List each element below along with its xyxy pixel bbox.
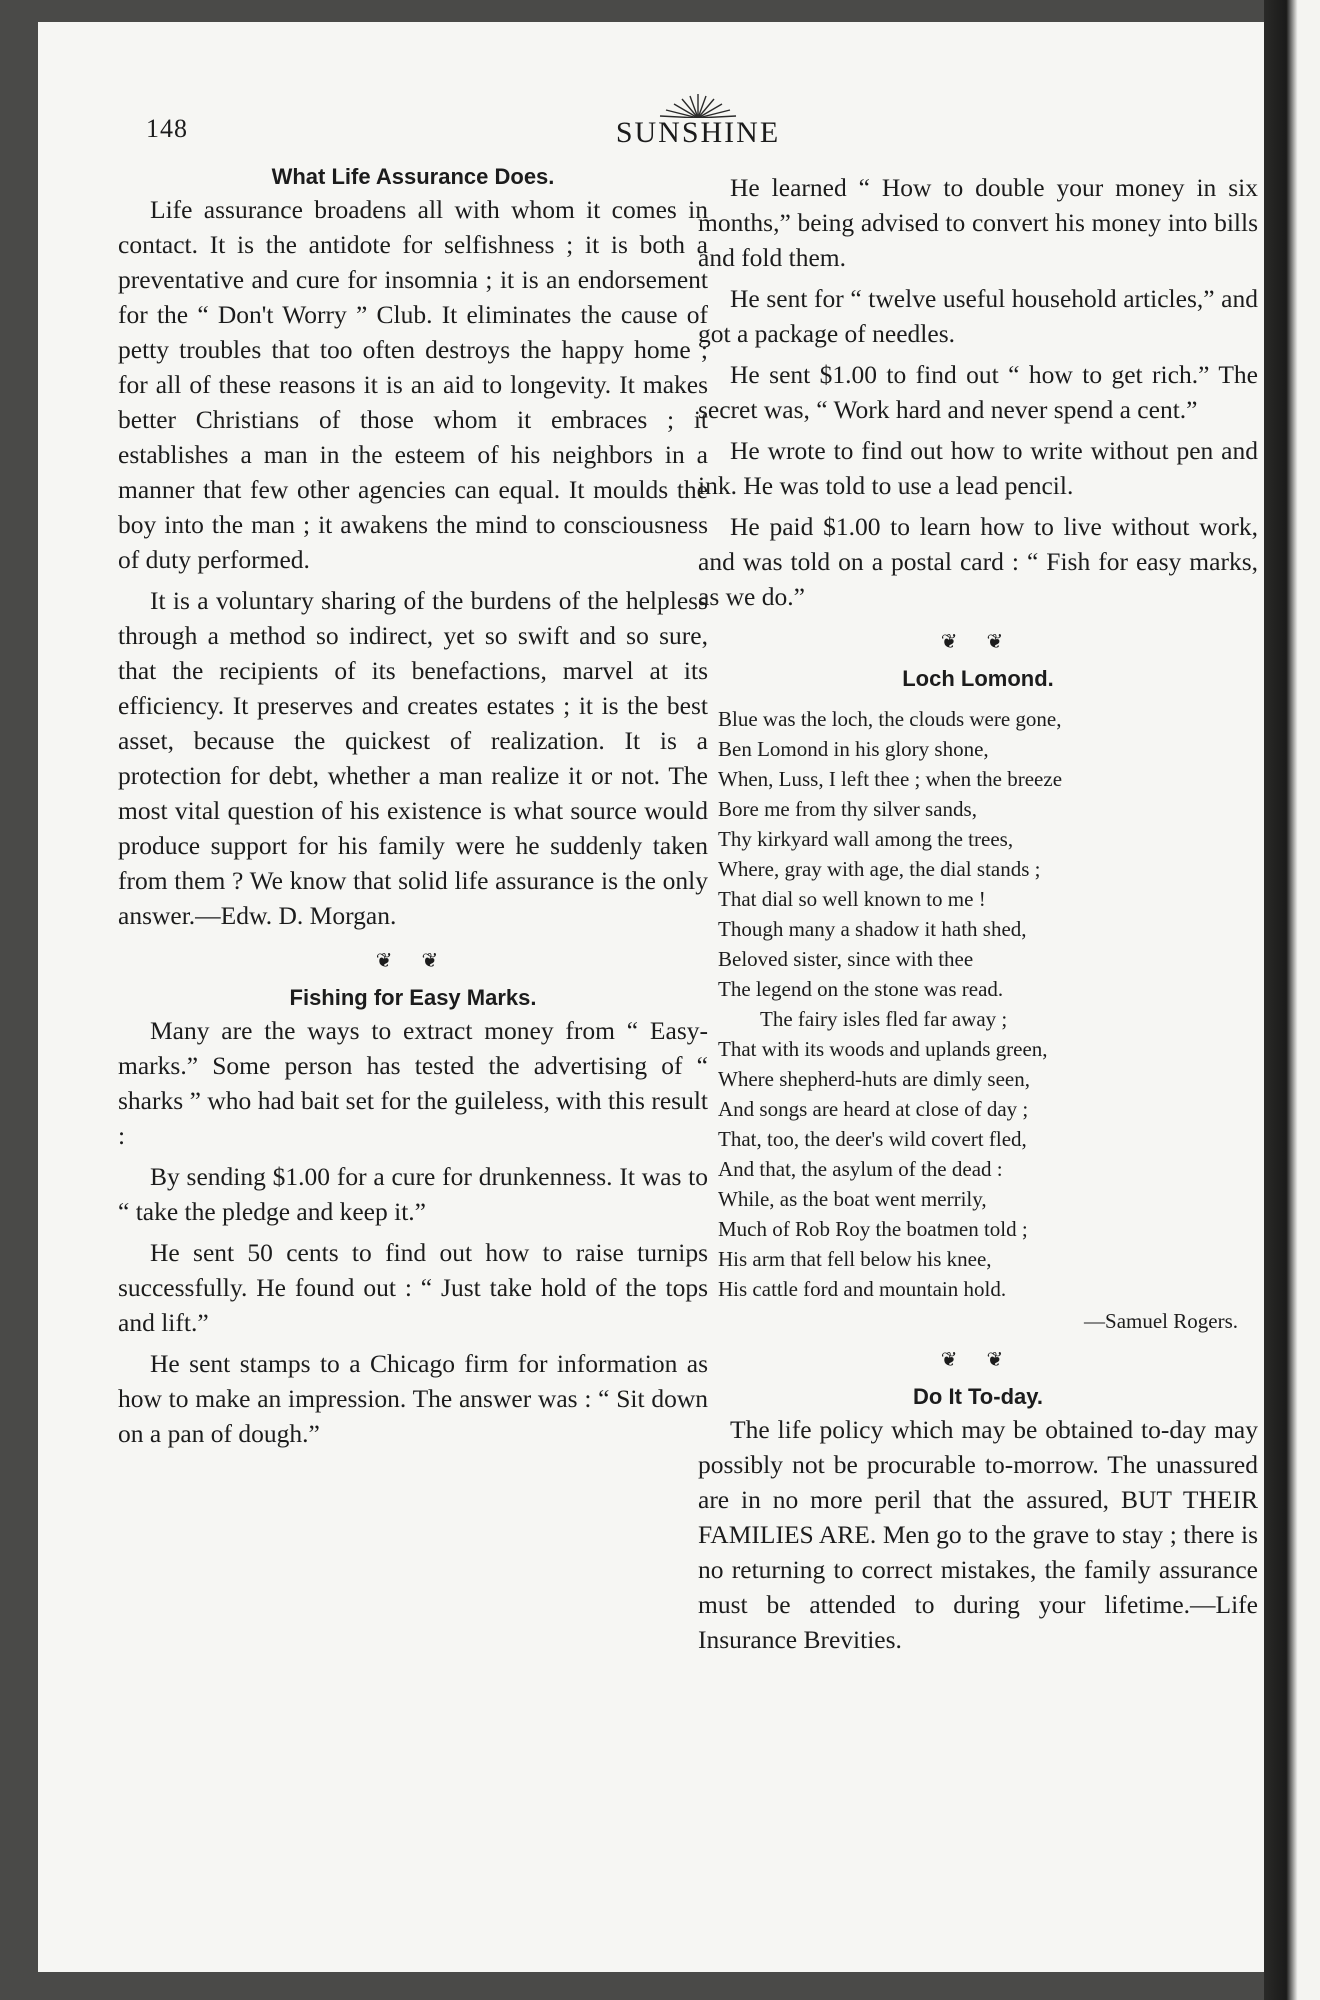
poem-line: And that, the asylum of the dead : bbox=[718, 1157, 1003, 1181]
poem-line: Thy kirkyard wall among the trees, bbox=[718, 827, 1014, 851]
poem-line: That with its woods and uplands green, bbox=[718, 1037, 1048, 1061]
article-title-easy-marks: Fishing for Easy Marks. bbox=[289, 985, 537, 1010]
article-paragraph: It is a voluntary sharing of the burdens of the helpless through a method so indirect, yet so swift and so sure, that the recipients of its benefactions, marvel at its efficiency. It preserves and creates estates ; it is the best asset, because the quickest of realization. It is a protection for debt, whether a man realize it or not. The most vital question of his existence is what source would produce support for his family were he suddenly taken from them ? We know that solid life assurance is the only answer.—Edw. D. Morgan. bbox=[118, 586, 708, 930]
poem-line: The legend on the stone was read. bbox=[718, 977, 1004, 1001]
ornament-divider: ❦ ❦ bbox=[940, 631, 1016, 653]
article-paragraph: He sent for “ twelve useful household articles,” and got a package of needles. bbox=[698, 284, 1258, 348]
poem-line: Beloved sister, since with thee bbox=[718, 947, 974, 971]
page-binding-edge bbox=[1264, 0, 1320, 2000]
poem-line: Ben Lomond in his glory shone, bbox=[718, 737, 989, 761]
poem-line: Bore me from thy silver sands, bbox=[718, 797, 977, 821]
article-paragraph: He paid $1.00 to learn how to live without work, and was told on a postal card : “ Fish for easy marks, as we do.” bbox=[698, 512, 1258, 611]
article-paragraph: By sending $1.00 for a cure for drunkenness. It was to “ take the pledge and keep it.” bbox=[118, 1162, 708, 1226]
poem-title: Loch Lomond. bbox=[902, 666, 1054, 691]
poem-line: Though many a shadow it hath shed, bbox=[718, 917, 1027, 941]
right-column bbox=[698, 170, 1258, 1663]
article-paragraph: He wrote to find out how to write without pen and ink. He was told to use a lead pencil. bbox=[698, 436, 1258, 500]
poem-lines bbox=[718, 704, 1258, 1304]
ornament-divider: ❦ ❦ bbox=[940, 1349, 1016, 1371]
page-header bbox=[38, 92, 1264, 162]
poem-line: When, Luss, I left thee ; when the breeze bbox=[718, 767, 1063, 791]
article-paragraph: Many are the ways to extract money from “ Easy-marks.” Some person has tested the advertising of “ sharks ” who had bait set for the guileless, with this result : bbox=[118, 1016, 708, 1150]
article-paragraph: The life policy which may be obtained to-day may possibly not be procurable to-morrow. The unassured are in no more peril that the assured, BUT THEIR FAMILIES ARE. Men go to the grave to stay ; there is no returning to correct mistakes, the family assurance must be attended to during your lifetime.—Life Insurance Brevities. bbox=[698, 1415, 1258, 1654]
left-column bbox=[118, 162, 708, 1457]
poem-line: While, as the boat went merrily, bbox=[718, 1187, 987, 1211]
poem-line: That dial so well known to me ! bbox=[718, 887, 986, 911]
masthead-title: SUNSHINE bbox=[615, 116, 781, 149]
page-number: 148 bbox=[146, 114, 188, 143]
magazine-page bbox=[38, 22, 1264, 1972]
masthead bbox=[598, 92, 798, 156]
article-paragraph: He sent 50 cents to find out how to raise turnips successfully. He found out : “ Just take hold of the tops and lift.” bbox=[118, 1238, 708, 1337]
article-paragraph: Life assurance broadens all with whom it comes in contact. It is the antidote for selfishness ; it is both a preventative and cure for insomnia ; it is an endorsement for the “ Don't Worry ” Club. It eliminates the cause of petty troubles that too often destroys the happy home ; for all of these reasons it is an aid to longevity. It makes better Christians of those whom it embraces ; it establishes a man in the esteem of his neighbors in a manner that few other agencies can equal. It moulds the boy into the man ; it awakens the mind to consciousness of duty performed. bbox=[118, 195, 708, 574]
ornament-divider: ❦ ❦ bbox=[375, 950, 451, 972]
poem-line: His cattle ford and mountain hold. bbox=[718, 1277, 1007, 1301]
article-title-life-assurance: What Life Assurance Does. bbox=[271, 164, 555, 189]
sunburst-icon bbox=[654, 92, 742, 118]
poem-line: Where, gray with age, the dial stands ; bbox=[718, 857, 1041, 881]
article-paragraph: He learned “ How to double your money in six months,” being advised to convert his money into bills and fold them. bbox=[698, 173, 1258, 272]
article-paragraph: He sent stamps to a Chicago firm for information as how to make an impression. The answer was : “ Sit down on a pan of dough.” bbox=[118, 1349, 708, 1448]
poem-line: The fairy isles fled far away ; bbox=[760, 1007, 1008, 1031]
poem-attribution: —Samuel Rogers. bbox=[1084, 1309, 1238, 1333]
poem-line: Where shepherd-huts are dimly seen, bbox=[718, 1067, 1030, 1091]
poem-line: Much of Rob Roy the boatmen told ; bbox=[718, 1217, 1028, 1241]
article-title-do-it-today: Do It To-day. bbox=[913, 1384, 1043, 1409]
poem-line: And songs are heard at close of day ; bbox=[718, 1097, 1029, 1121]
poem-line: His arm that fell below his knee, bbox=[718, 1247, 992, 1271]
article-paragraph: He sent $1.00 to find out “ how to get rich.” The secret was, “ Work hard and never spend a cent.” bbox=[698, 360, 1258, 424]
poem-line: That, too, the deer's wild covert fled, bbox=[718, 1127, 1027, 1151]
poem-line: Blue was the loch, the clouds were gone, bbox=[718, 707, 1062, 731]
